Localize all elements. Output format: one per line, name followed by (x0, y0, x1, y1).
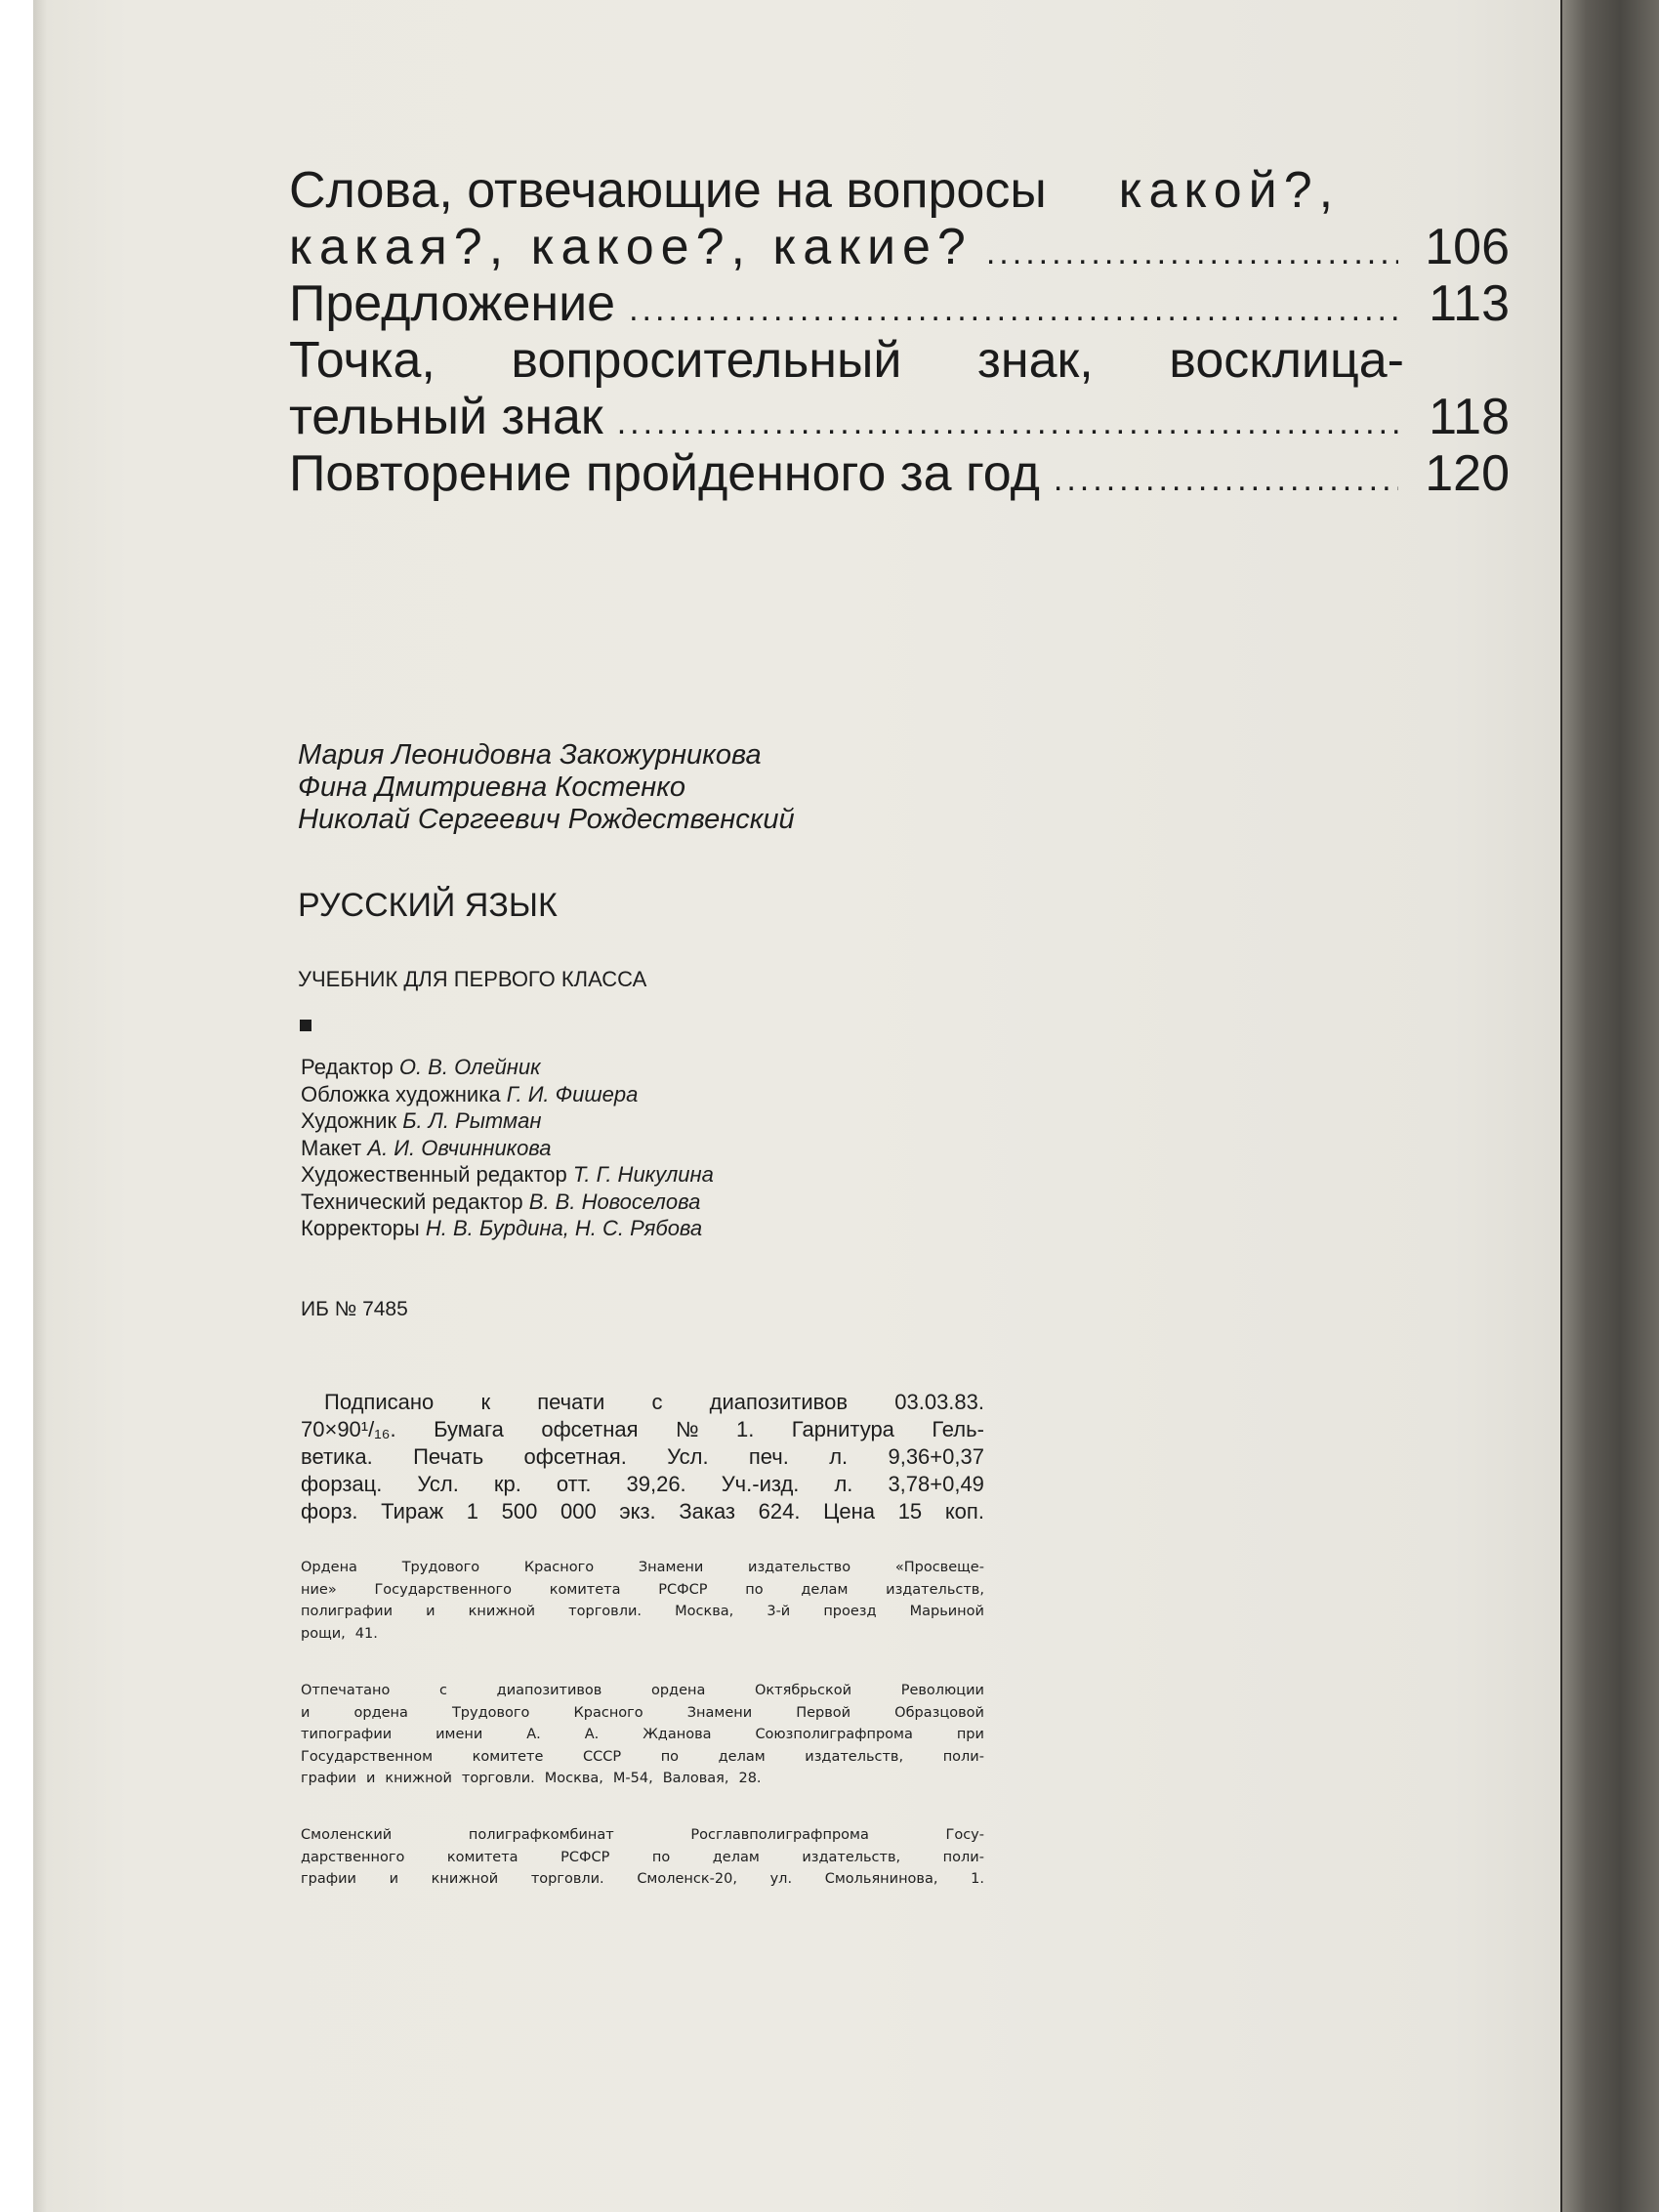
publisher-word: комитета (549, 1581, 621, 1598)
credit-name: А. И. Овчинникова (367, 1135, 552, 1160)
publisher-word: 3-й (767, 1604, 791, 1619)
credit-role: Обложка художника (301, 1081, 501, 1106)
printer-line (301, 1746, 984, 1769)
credit-line (301, 1107, 714, 1135)
combine-word: торговли. (530, 1871, 604, 1887)
printer-word: Отпечатано (301, 1683, 391, 1698)
credits-list (301, 1054, 714, 1242)
publisher-word: ние» (301, 1581, 337, 1598)
book-subtitle: УЧЕБНИК ДЛЯ ПЕРВОГО КЛАССА (298, 967, 647, 991)
print-specs (301, 1389, 984, 1525)
toc-entry-emphasis: какой?, (1118, 162, 1341, 219)
printer-word: А. (526, 1727, 541, 1742)
author-name: Николай Сергеевич Рождественский (298, 804, 795, 835)
publisher-word: проезд (823, 1604, 877, 1619)
print-spec-word: форз. (301, 1499, 358, 1523)
printer-word: поли- (942, 1748, 984, 1765)
publisher-word: рощи, (301, 1625, 346, 1642)
printer-word: Жданова (643, 1727, 712, 1742)
printer-word: по (660, 1748, 680, 1765)
toc-line (289, 445, 1510, 502)
print-spec-word: Тираж (381, 1499, 444, 1523)
combine-line (301, 1868, 984, 1891)
toc-page-number: 106 (1425, 219, 1510, 275)
credit-line (301, 1215, 714, 1242)
toc-line (289, 162, 1510, 219)
dot-leader (629, 281, 1398, 338)
print-spec-word: Усл. (667, 1444, 709, 1469)
combine-word: книжной (431, 1871, 499, 1887)
publisher-word: Москва, (675, 1604, 734, 1619)
credit-role: Макет (301, 1135, 362, 1160)
toc-entry-text: тельный знак (289, 389, 603, 445)
publisher-word: полиграфии (301, 1604, 393, 1619)
toc-line (289, 275, 1510, 332)
credit-line (301, 1054, 714, 1081)
print-spec-word: 1 (466, 1499, 479, 1523)
print-spec-word: Гарнитура (791, 1417, 894, 1441)
dot-leader (986, 225, 1398, 281)
printer-word: Валовая, (662, 1771, 729, 1786)
printer-word: Знамени (686, 1704, 753, 1721)
printer-word: Первой (796, 1704, 851, 1721)
printer-word: делам (718, 1748, 766, 1765)
print-spec-line (301, 1443, 984, 1471)
combine-word: Смоленский (301, 1827, 393, 1843)
printer-word: Образцовой (894, 1704, 984, 1721)
combine-word: поли- (942, 1849, 984, 1865)
printer-word: Октябрьской (755, 1683, 852, 1698)
printer-word: Союзполиграфпрома (755, 1727, 913, 1742)
toc-word: восклица- (1169, 332, 1404, 389)
printer-word: комитете (472, 1748, 544, 1765)
combine-word: ул. (769, 1871, 793, 1887)
credit-line (301, 1081, 714, 1108)
publisher-word: книжной (468, 1604, 536, 1619)
print-spec-word: 624. (758, 1499, 801, 1523)
print-spec-line (301, 1471, 984, 1498)
print-spec-word: Гель- (932, 1417, 984, 1441)
toc-entry-text: Слова, отвечающие на вопросы (289, 162, 1047, 219)
print-spec-word: печати (537, 1390, 605, 1414)
printer-word: и (301, 1704, 311, 1721)
square-bullet-icon (300, 1020, 311, 1031)
publisher-word: Марьиной (909, 1604, 984, 1619)
printer-word: типографии (301, 1727, 393, 1742)
combine-word: и (389, 1871, 399, 1887)
toc-entry-text: какая?, какое?, какие? (289, 219, 973, 275)
printer-line (301, 1768, 984, 1790)
combine-word: 1. (971, 1871, 984, 1887)
print-spec-word: с (651, 1390, 663, 1414)
publisher-word: Знамени (638, 1560, 704, 1575)
printer-word: диапозитивов (496, 1683, 602, 1698)
printer-word: при (956, 1727, 984, 1742)
combine-line (301, 1847, 984, 1869)
publisher-word: и (426, 1604, 435, 1619)
print-spec-word: № (675, 1417, 699, 1441)
combine-word: Смоленск-20, (637, 1871, 737, 1887)
credit-line (301, 1161, 714, 1189)
publisher-line (301, 1601, 984, 1623)
print-spec-word: 03.03.83. (894, 1390, 984, 1414)
publisher-line (301, 1623, 984, 1646)
combine-word: Смольянинова, (824, 1871, 938, 1887)
print-spec-word: Цена (823, 1499, 876, 1523)
toc-word: вопросительный (511, 332, 902, 389)
print-spec-word: экз. (619, 1499, 656, 1523)
print-spec-word: 9,36+0,37 (888, 1444, 984, 1469)
dot-leader (617, 395, 1398, 451)
print-spec-word: форзац. (301, 1472, 383, 1496)
combine-word: Госу- (945, 1827, 984, 1843)
print-spec-word: л. (829, 1444, 849, 1469)
printer-word: Красного (573, 1704, 643, 1721)
publisher-info (301, 1557, 984, 1645)
combine-line (301, 1824, 984, 1847)
printer-word: Трудового (451, 1704, 530, 1721)
publisher-word: по (745, 1581, 764, 1598)
publisher-word: Красного (523, 1560, 595, 1575)
combine-word: издательств, (802, 1849, 901, 1865)
credit-line (301, 1135, 714, 1162)
credit-role: Художественный редактор (301, 1162, 567, 1187)
print-spec-line (301, 1416, 984, 1443)
printer-line (301, 1724, 984, 1746)
print-spec-word: офсетная. (523, 1444, 627, 1469)
combine-word: дарственного (301, 1849, 405, 1865)
combine-word: Росглавполиграфпрома (690, 1827, 869, 1843)
print-spec-word: ветика. (301, 1444, 373, 1469)
publisher-word: 41. (354, 1625, 378, 1642)
publisher-word: РСФСР (658, 1581, 708, 1598)
credit-line (301, 1189, 714, 1216)
printer-line (301, 1702, 984, 1725)
print-spec-word: офсетная (541, 1417, 639, 1441)
author-name: Фина Дмитриевна Костенко (298, 772, 686, 803)
next-pages (1562, 0, 1659, 2212)
printer-word: Революции (900, 1683, 984, 1698)
printer-word: Москва, (544, 1771, 603, 1786)
combine-word: по (651, 1849, 671, 1865)
print-spec-word: 15 (897, 1499, 923, 1523)
printer-word: А. (584, 1727, 600, 1742)
print-spec-word: 1. (736, 1417, 755, 1441)
publisher-word: Трудового (401, 1560, 480, 1575)
combine-word: полиграфкомбинат (468, 1827, 614, 1843)
combine-word: делам (712, 1849, 760, 1865)
credit-role: Технический редактор (301, 1189, 523, 1214)
credit-name: Н. В. Бурдина, Н. С. Рябова (425, 1216, 703, 1240)
publisher-word: торговли. (568, 1604, 643, 1619)
print-spec-word: 3,78+0,49 (888, 1472, 984, 1496)
print-spec-word: диапозитивов (709, 1390, 849, 1414)
printer-word: издательств, (805, 1748, 904, 1765)
publisher-word: делам (801, 1581, 849, 1598)
publisher-word: Ордена (301, 1560, 357, 1575)
print-spec-word: коп. (944, 1499, 984, 1523)
toc-line (289, 219, 1510, 275)
print-spec-word: л. (834, 1472, 853, 1496)
book-title: РУССКИЙ ЯЗЫК (298, 887, 558, 924)
print-spec-word: 70×90¹/₁₆. (301, 1417, 396, 1441)
credit-name: Б. Л. Рытман (402, 1108, 542, 1133)
print-spec-word: 500 (501, 1499, 538, 1523)
toc-entry-text: Повторение пройденного за год (289, 445, 1040, 502)
printer-word: ордена (650, 1683, 706, 1698)
toc-entry-text: Предложение (289, 275, 616, 332)
print-spec-line (301, 1498, 984, 1525)
publisher-line (301, 1557, 984, 1579)
publisher-word: издательств, (886, 1581, 984, 1598)
publisher-word: Государственного (374, 1581, 513, 1598)
print-spec-word: к (480, 1390, 491, 1414)
print-spec-word: Уч.-изд. (721, 1472, 800, 1496)
credit-name: Г. И. Фишера (506, 1081, 639, 1106)
print-spec-line (301, 1389, 984, 1416)
credit-role: Редактор (301, 1055, 394, 1079)
credit-name: Т. Г. Никулина (572, 1162, 714, 1187)
printer-word: книжной (385, 1771, 452, 1786)
combine-info (301, 1824, 984, 1891)
combine-word: графии (301, 1871, 356, 1887)
printer-word: СССР (582, 1748, 622, 1765)
printer-word: торговли. (461, 1771, 535, 1786)
toc-line (289, 389, 1510, 445)
author-name: Мария Леонидовна Закожурникова (298, 739, 762, 771)
toc-line (289, 332, 1404, 389)
print-spec-word: отт. (556, 1472, 592, 1496)
credit-role: Корректоры (301, 1216, 420, 1240)
printer-word: с (439, 1683, 448, 1698)
publisher-word: «Просвеще- (894, 1560, 984, 1575)
print-spec-word: 39,26. (626, 1472, 686, 1496)
sheet-shadow (33, 0, 47, 2212)
authors-list (298, 739, 795, 836)
printer-word: ордена (353, 1704, 408, 1721)
print-spec-word: Печать (413, 1444, 484, 1469)
ib-number: ИБ № 7485 (301, 1298, 408, 1320)
toc-word: Точка, (289, 332, 435, 389)
toc-page-number: 118 (1429, 389, 1510, 445)
credit-name: В. В. Новоселова (528, 1189, 701, 1214)
credit-name: О. В. Олейник (398, 1055, 541, 1079)
combine-word: комитета (446, 1849, 518, 1865)
print-spec-word: кр. (493, 1472, 521, 1496)
printer-word: М-54, (612, 1771, 653, 1786)
printer-word: 28. (738, 1771, 762, 1786)
credit-role: Художник (301, 1108, 397, 1133)
print-spec-word: 000 (560, 1499, 597, 1523)
toc-word: знак, (977, 332, 1094, 389)
printer-word: и (365, 1771, 376, 1786)
printer-info (301, 1680, 984, 1790)
print-spec-word: Подписано (324, 1390, 435, 1414)
publisher-line (301, 1579, 984, 1602)
print-spec-word: Усл. (417, 1472, 459, 1496)
toc-page-number: 120 (1425, 445, 1510, 502)
toc-page-number: 113 (1429, 275, 1510, 332)
print-spec-word: печ. (748, 1444, 789, 1469)
table-of-contents (289, 162, 1510, 502)
printer-word: графии (301, 1771, 356, 1786)
printer-line (301, 1680, 984, 1702)
publisher-word: издательство (748, 1560, 851, 1575)
dot-leader (1054, 451, 1398, 508)
printer-word: Государственном (301, 1748, 434, 1765)
combine-word: РСФСР (560, 1849, 610, 1865)
print-spec-word: Бумага (434, 1417, 504, 1441)
print-spec-word: Заказ (679, 1499, 736, 1523)
printer-word: имени (435, 1727, 483, 1742)
